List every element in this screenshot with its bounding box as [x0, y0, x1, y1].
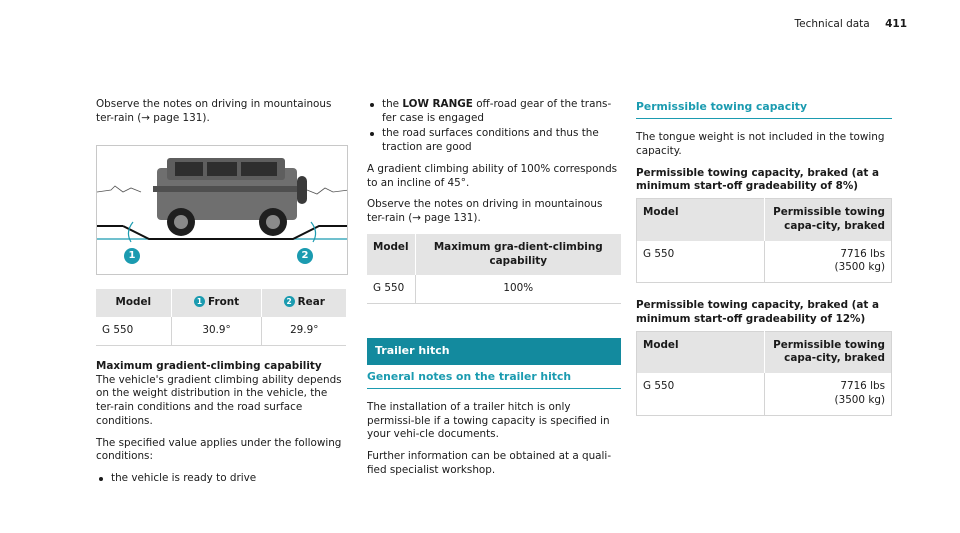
gradient-note: A gradient climbing ability of 100% corresponds to an incline of 45°.: [367, 162, 618, 189]
list-item: the vehicle is ready to drive: [96, 472, 346, 486]
figure-marker-1: 1: [124, 248, 140, 264]
column-1: [96, 98, 346, 494]
towing-8-heading: Permissible towing capacity, braked (at a minimum start-off gradeability of 8%): [636, 166, 879, 193]
conditions-text: The specified value applies under the following conditions:: [96, 436, 342, 463]
page-header: [795, 18, 907, 32]
table-row: G 550 30.9° 29.9°: [96, 317, 346, 345]
gradient-table: [367, 234, 621, 304]
column-2: [367, 98, 621, 486]
list-item: the LOW RANGE off-road gear of the trans-fer case is engaged: [367, 98, 621, 125]
col-front: 1 Front: [171, 289, 262, 317]
angle-table: [96, 289, 346, 345]
gradient-text: The vehicle's gradient climbing ability depends on the weight distribution in the vehicle, the ter-rain conditions and the road surface conditions.: [96, 373, 342, 427]
marker-2-icon: 2: [284, 296, 295, 307]
towing-12-table: [636, 331, 892, 416]
table-row: G 550 100%: [367, 275, 621, 303]
gradient-heading: Maximum gradient-climbing capability: [96, 359, 322, 372]
towing-8-table: [636, 198, 892, 283]
vehicle-incline-figure: [96, 145, 348, 275]
workshop-text: Further information can be obtained at a quali-fied specialist workshop.: [367, 450, 612, 476]
intro-text: Observe the notes on driving in mountainous ter-rain (→ page 131).: [96, 98, 332, 124]
col-model: Model: [96, 289, 171, 317]
table-header-row: [96, 289, 346, 317]
col-rear: 2 Rear: [262, 289, 346, 317]
towing-12-heading: Permissible towing capacity, braked (at a minimum start-off gradeability of 12%): [636, 299, 879, 325]
table-row: G 550 7716 lbs (3500 kg): [637, 241, 892, 283]
hitch-text: The installation of a trailer hitch is only permissi-ble if a towing capacity is specified in your vehi-cle documents.: [367, 400, 610, 441]
table-row: G 550 7716 lbs (3500 kg): [637, 373, 892, 415]
subsection-heading: General notes on the trailer hitch: [367, 365, 621, 389]
tongue-note: The tongue weight is not included in the towing capacity.: [636, 131, 885, 157]
list-item: the road surfaces conditions and thus the traction are good: [367, 127, 621, 154]
page-number: 411: [885, 18, 907, 30]
conditions-list-cont: [367, 98, 621, 155]
figure-marker-2: 2: [297, 248, 313, 264]
section-title: Technical data: [794, 18, 870, 30]
mountain-note: Observe the notes on driving in mountainous ter-rain (→ page 131).: [367, 198, 603, 225]
marker-1-icon: 1: [194, 296, 205, 307]
table-header-row: Model Maximum gra-dient-climbing capability: [367, 234, 621, 275]
table-header-row: Model Permissible towing capa-city, braked: [637, 199, 892, 241]
conditions-list: [96, 472, 346, 486]
towing-heading: Permissible towing capacity: [636, 100, 892, 119]
table-header-row: Model Permissible towing capa-city, braked: [637, 331, 892, 373]
column-3: [636, 100, 892, 416]
section-bar: Trailer hitch: [367, 338, 621, 365]
